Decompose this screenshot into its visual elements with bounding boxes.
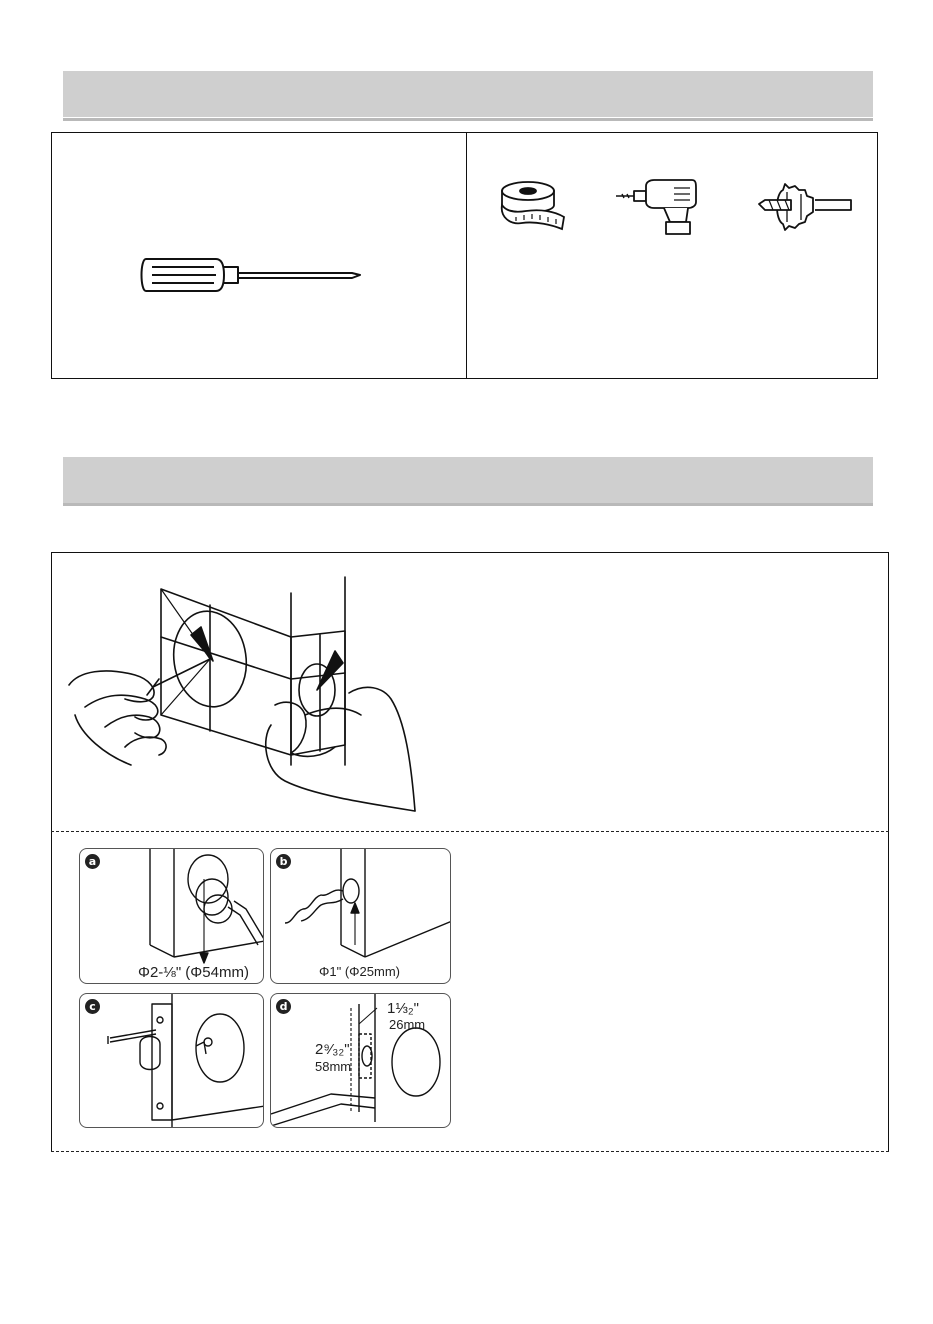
panel-c-badge: c xyxy=(85,999,100,1014)
tools-section-rule xyxy=(63,118,873,121)
tools-section-header xyxy=(63,71,873,117)
chisel-recess-illustration xyxy=(271,994,451,1128)
latch-install-illustration xyxy=(80,994,264,1128)
hole-saw-icon xyxy=(757,180,855,235)
panel-d xyxy=(270,993,451,1128)
tools-box-divider xyxy=(466,132,467,379)
screwdriver-icon xyxy=(138,255,363,295)
installation-box-bottom xyxy=(51,1151,889,1152)
panel-d-height-mm: 58mm xyxy=(315,1059,352,1074)
installation-section-header xyxy=(63,457,873,503)
panel-a-dimension: Φ2-⅛" (Φ54mm) xyxy=(138,964,249,981)
panel-a-badge: a xyxy=(85,854,100,869)
door-template-illustration xyxy=(65,575,425,815)
power-drill-icon xyxy=(614,178,700,236)
panel-b xyxy=(270,848,451,984)
panel-d-badge: d xyxy=(276,999,291,1014)
panel-b-dimension: Φ1" (Φ25mm) xyxy=(319,964,400,979)
panel-d-width-mm: 26mm xyxy=(389,1017,426,1032)
panel-b-badge: b xyxy=(276,854,291,869)
panel-d-height-in: 2⁹⁄₃₂" xyxy=(315,1041,350,1058)
installation-section-rule xyxy=(63,503,873,506)
step-divider xyxy=(51,831,889,832)
panel-d-width-in: 1⅓₂" xyxy=(387,1000,419,1017)
panel-c xyxy=(79,993,264,1128)
panel-a xyxy=(79,848,264,984)
tape-measure-icon xyxy=(496,177,568,235)
